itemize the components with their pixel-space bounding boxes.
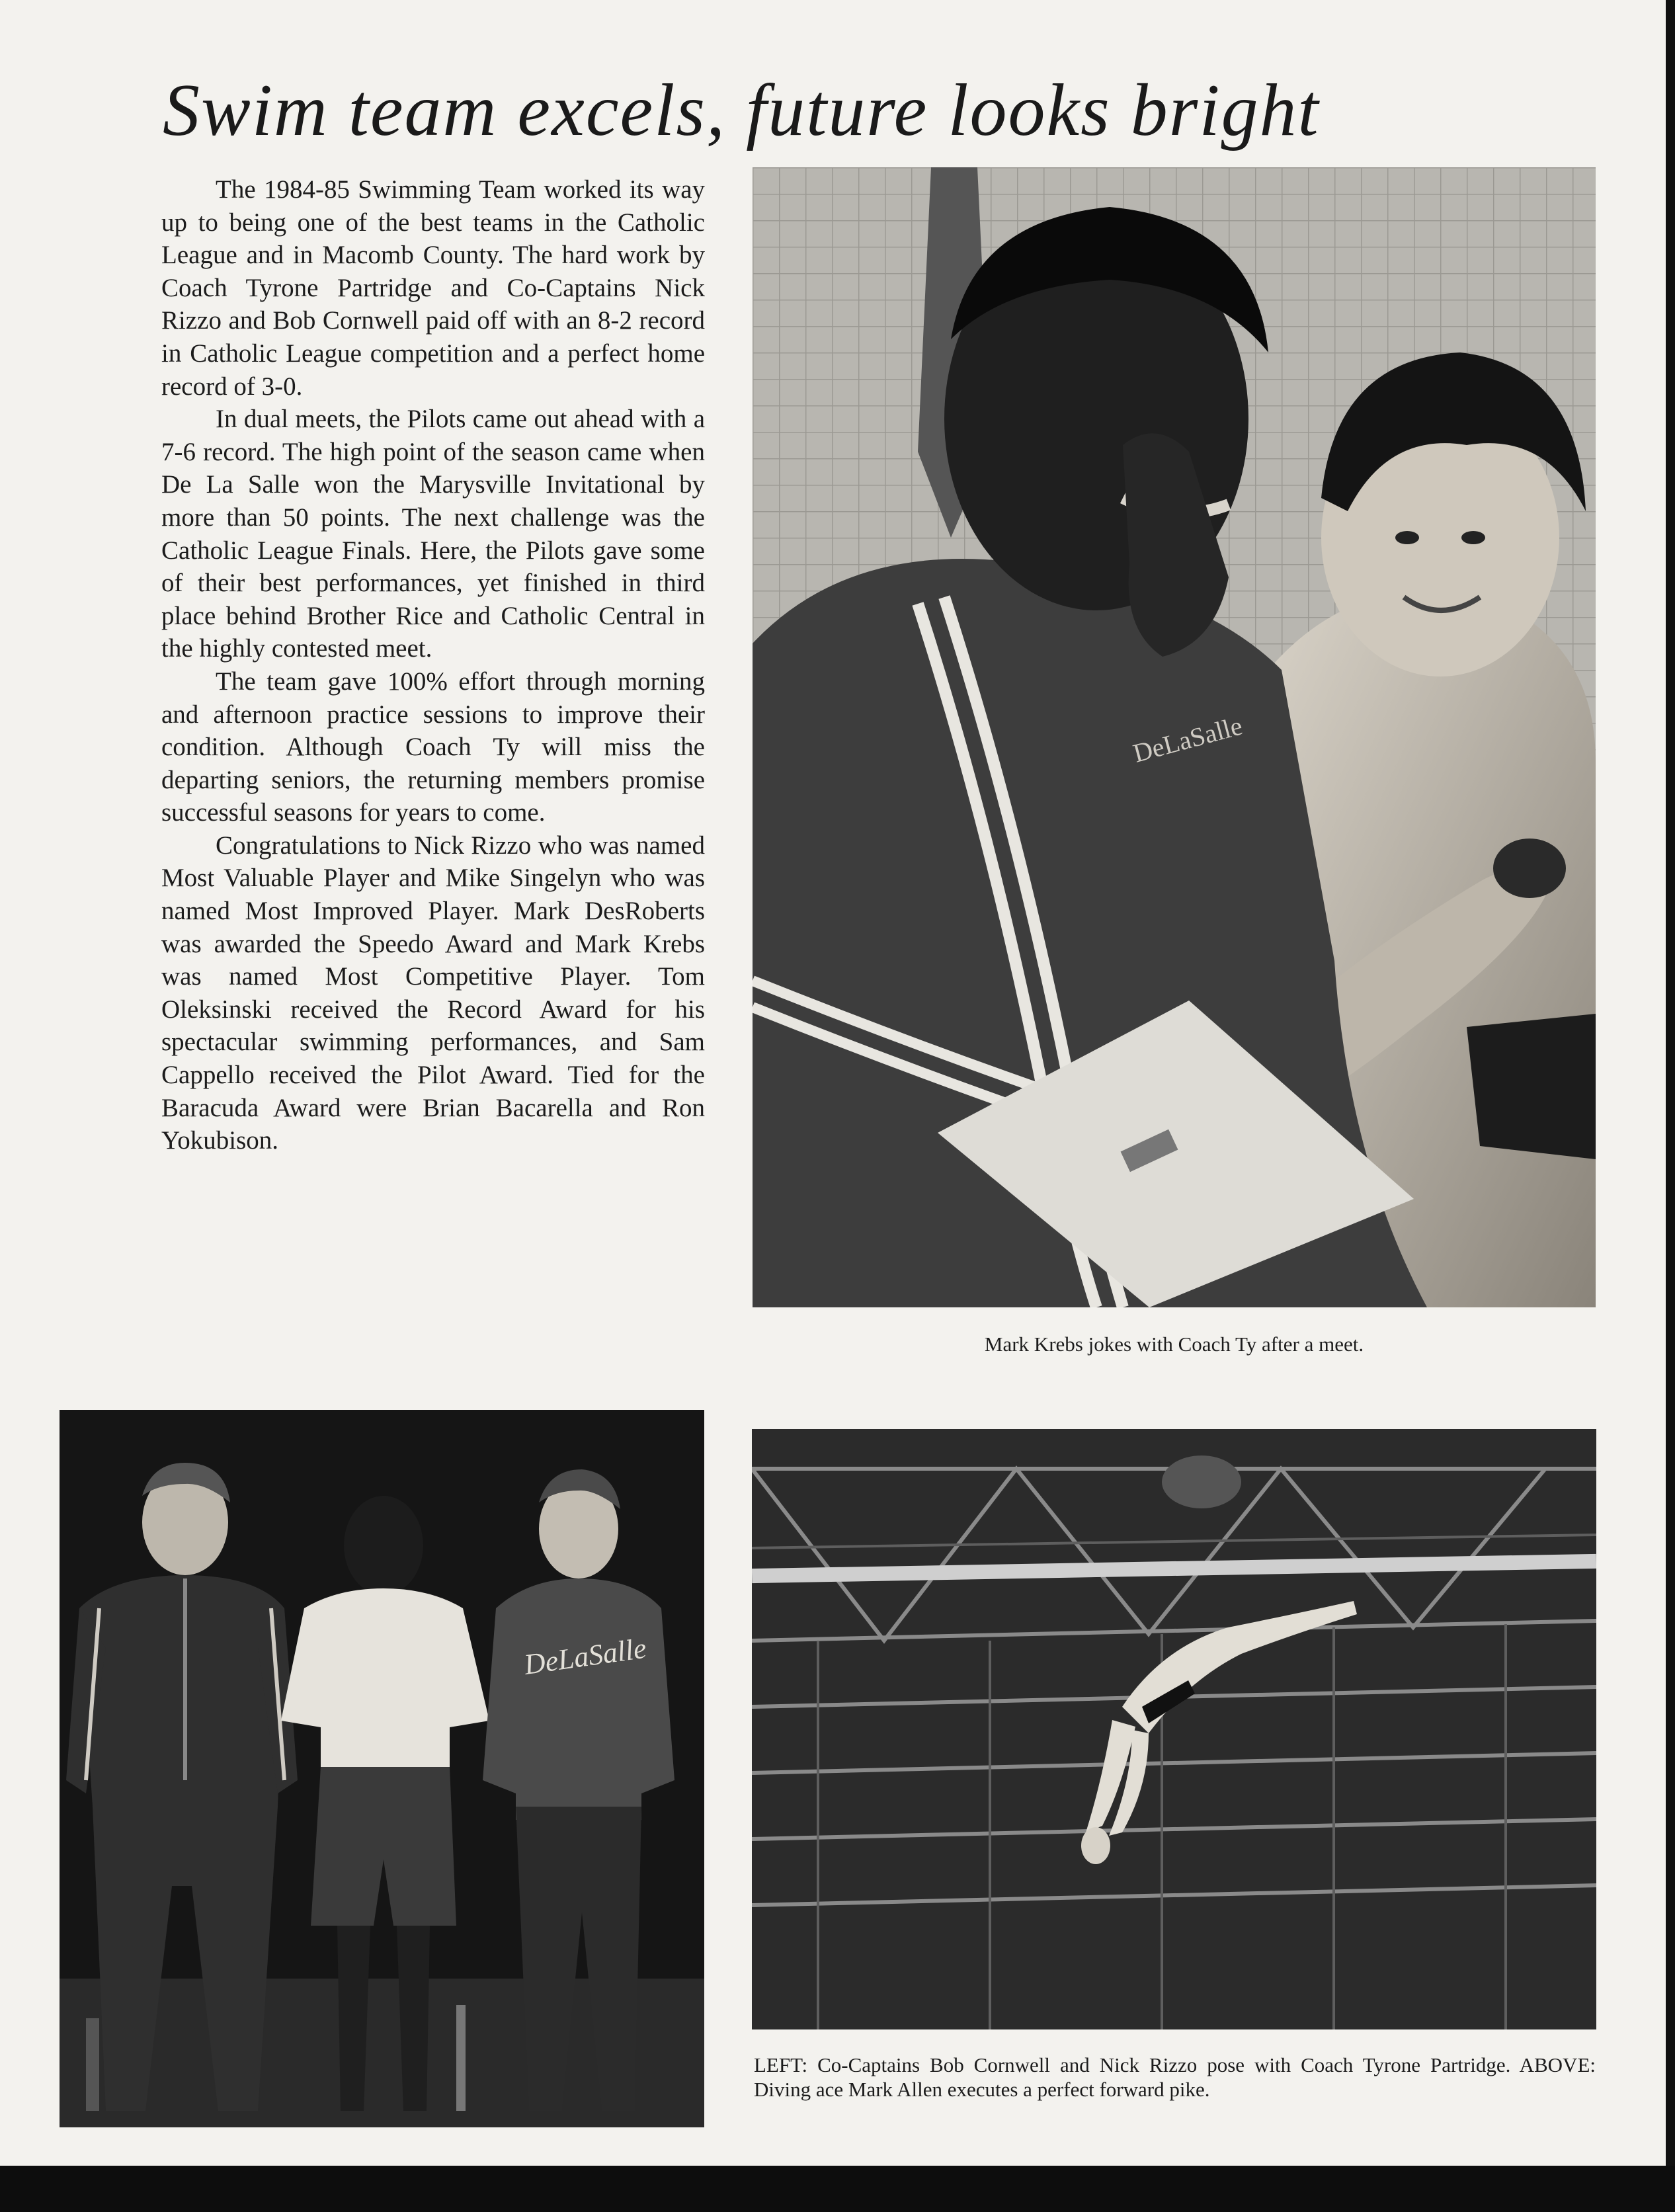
article-body	[161, 173, 705, 1157]
jacket-logo-text: DeLaSalle	[1129, 710, 1246, 768]
scan-border	[0, 2166, 1675, 2212]
page-edge	[1666, 0, 1675, 2212]
page-title: Swim team excels, future looks bright	[163, 69, 1320, 151]
hoodie-logo-text: DeLaSalle	[522, 1631, 649, 1681]
photo-caption-coach: Mark Krebs jokes with Coach Ty after a meet.	[984, 1332, 1364, 1356]
article-paragraph: The team gave 100% effort through morning and afternoon practice sessions to improve their condition. Although Coach Ty will miss the departing seniors, the returning members promise successful seasons for years to come.	[161, 667, 705, 827]
photo-diver-forward-pike	[752, 1429, 1596, 2029]
article-paragraph: Congratulations to Nick Rizzo who was named Most Valuable Player and Mike Singelyn who was named Most Improved Player. Mark DesRoberts was awarded the Speedo Award and Mark Krebs was named Most Competitive Player. Tom Oleksinski received the Record Award for his spectacular swimming performances, and Sam Cappello received the Pilot Award. Tied for the Baracuda Award were Brian Bacarella and Ron Yokubison.	[161, 831, 705, 1155]
photo-caption-captains-and-diver: LEFT: Co-Captains Bob Cornwell and Nick Rizzo pose with Coach Tyrone Partridge. ABOVE: Diving ace Mark Allen executes a perfect forward pike.	[754, 2053, 1596, 2101]
photo-co-captains-with-coach	[60, 1410, 704, 2127]
article-paragraph: The 1984-85 Swimming Team worked its way up to being one of the best teams in the Catholic League and in Macomb County. The hard work by Coach Tyrone Partridge and Co-Captains Nick Rizzo and Bob Cornwell paid off with an 8-2 record in Catholic League competition and a perfect home record of 3-0.	[161, 175, 705, 401]
photo-coach-and-swimmer	[753, 167, 1596, 1307]
article-paragraph: In dual meets, the Pilots came out ahead with a 7-6 record. The high point of the season came when De La Salle won the Marysville Invitational by more than 50 points. The next challenge was the Catholic League Finals. Here, the Pilots gave some of their best performances, yet finished in third place behind Brother Rice and Catholic Central in the highly contested meet.	[161, 405, 705, 663]
